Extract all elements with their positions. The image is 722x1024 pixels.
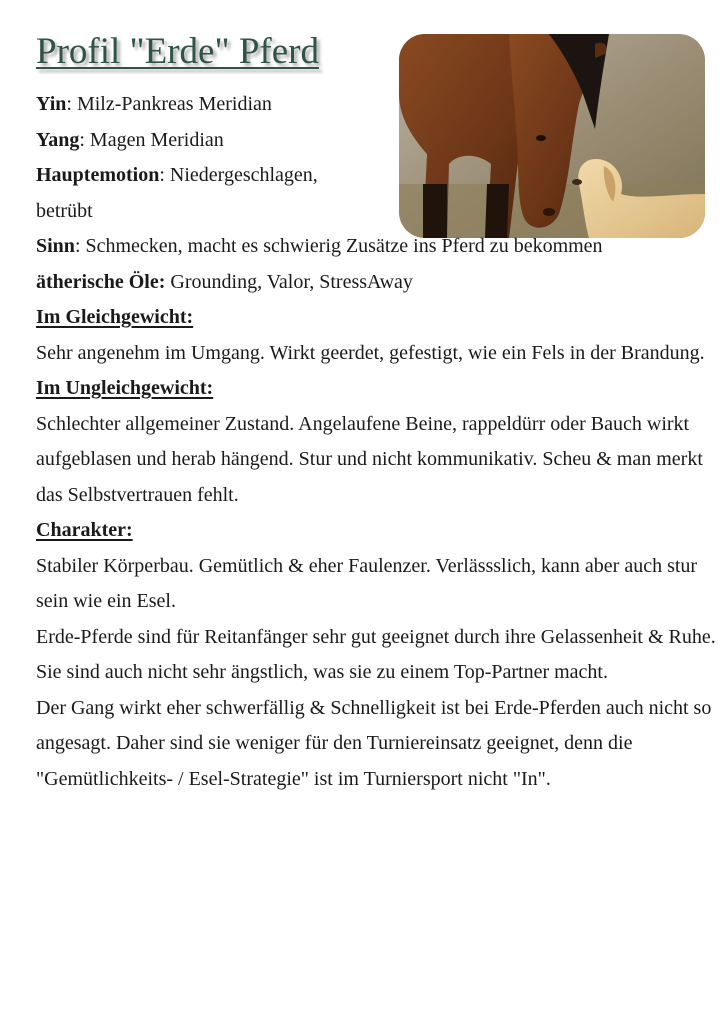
yang-value: : Magen Meridian [79, 128, 224, 151]
gleichgewicht-heading: Im Gleichgewicht: [36, 306, 194, 328]
sinn-line [36, 229, 716, 265]
gleichgewicht-text: Sehr angenehm im Umgang. Wirkt geerdet, gefestigt, wie ein Fels in der Brandung. [36, 341, 705, 364]
sinn-label: Sinn [36, 235, 75, 257]
hauptemotion-label: Hauptemotion [36, 164, 160, 186]
charakter-paragraph-1: Stabiler Körperbau. Gemütlich & eher Faulenzer. Verlässslich, kann aber auch stur sein wie ein Esel. [36, 554, 698, 612]
oele-line [36, 265, 716, 301]
sinn-value: : Schmecken, macht es schwierig Zusätze ins Pferd zu bekommen [74, 235, 603, 257]
profile-text [36, 87, 716, 797]
charakter-heading: Charakter: [36, 519, 133, 541]
ungleichgewicht-text: Schlechter allgemeiner Zustand. Angelaufene Beine, rappeldürr oder Bauch wirkt aufgeblasen und herab hängend. Stur und nicht kommunikativ. Scheu & man merkt das Selbstvertrauen fehlt. [36, 412, 703, 506]
page-title: Profil "Erde" Pferd [36, 31, 319, 72]
hauptemotion-line [36, 158, 376, 229]
charakter-paragraph-2: Erde-Pferde sind für Reitanfänger sehr gut geeignet durch ihre Gelassenheit & Ruhe. Sie sind auch nicht sehr ängstlich, was sie zu einem Top-Partner macht. [36, 625, 716, 683]
charakter-paragraph-3: Der Gang wirkt eher schwerfällig & Schnelligkeit ist bei Erde-Pferden auch nicht so angesagt. Daher sind sie weniger für den Turniereinsatz geeignet, denn die "Gemütlichkeits- / Esel-Strategie" ist im Turniersport nicht "In". [36, 696, 712, 790]
yin-label: Yin [36, 93, 67, 115]
yang-line [36, 123, 716, 159]
yin-line [36, 87, 716, 123]
hauptemotion-value: : Niedergeschlagen, betrübt [36, 164, 318, 222]
ungleichgewicht-heading: Im Ungleichgewicht: [36, 377, 214, 399]
oele-label: ätherische Öle: [36, 270, 166, 293]
yang-label: Yang [36, 128, 80, 151]
oele-value: Grounding, Valor, StressAway [165, 270, 413, 293]
yin-value: : Milz-Pankreas Meridian [66, 93, 272, 115]
